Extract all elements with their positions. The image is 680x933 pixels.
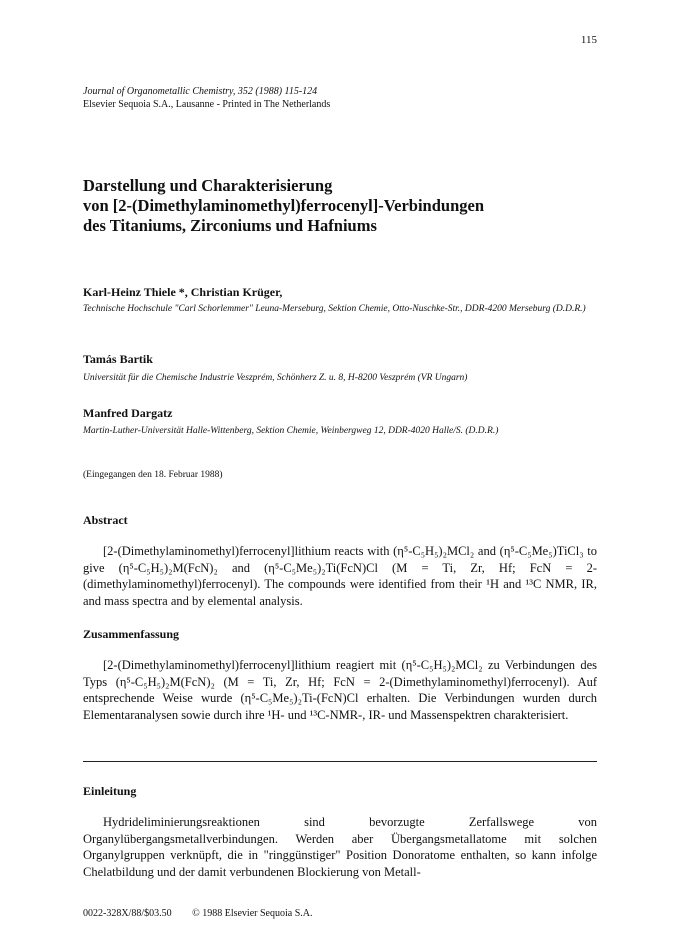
paper-title xyxy=(83,176,603,236)
journal-header xyxy=(83,85,330,111)
author-2-name: Tamás Bartik xyxy=(83,352,153,366)
received-date: (Eingegangen den 18. Februar 1988) xyxy=(83,470,223,480)
journal-publisher: Elsevier Sequoia S.A., Lausanne - Printed in The Netherlands xyxy=(83,99,331,110)
page-number: 115 xyxy=(580,34,597,46)
einleitung-heading: Einleitung xyxy=(83,784,137,798)
abstract-body xyxy=(83,543,597,609)
einleitung-body xyxy=(83,814,597,880)
abstract-text: [2-(Dimethylaminomethyl)ferrocenyl]lithium reacts with (η⁵-C₅H₅)₂MCl₂ and (η⁵-C₅Me₅)TiCl₃ to give (η⁵-C₅H₅)₂M(FcN)₂ and (η⁵-C₅Me₅)₂Ti(FcN)Cl (M = Ti, Zr, Hf; FcN = 2-(dimethylaminomethyl)ferrocenyl). The compounds were identified from their ¹H and ¹³C NMR, IR, and mass spectra and by elemental analysis. xyxy=(83,544,597,608)
author-3-affiliation: Martin-Luther-Universität Halle-Wittenberg, Sektion Chemie, Weinbergweg 12, DDR-4020 Halle/S. (D.D.R.) xyxy=(83,426,499,436)
zusammenfassung-body xyxy=(83,657,597,723)
title-line-3: des Titaniums, Zirconiums und Hafniums xyxy=(83,216,377,235)
zusammenfassung-heading: Zusammenfassung xyxy=(83,627,180,641)
footer-copyright: © 1988 Elsevier Sequoia S.A. xyxy=(192,908,313,919)
author-1-affiliation: Technische Hochschule "Carl Schorlemmer" Leuna-Merseburg, Sektion Chemie, Otto-Nuschke-Str., DDR-4200 Merseburg (D.D.R.) xyxy=(83,304,586,314)
title-line-1: Darstellung und Charakterisierung xyxy=(83,176,333,195)
author-1-name: Karl-Heinz Thiele *, Christian Krüger, xyxy=(83,285,283,299)
footer-code: 0022-328X/88/$03.50 xyxy=(83,908,172,919)
section-divider xyxy=(83,761,597,762)
title-line-2: von [2-(Dimethylaminomethyl)ferrocenyl]-Verbindungen xyxy=(83,196,485,215)
page-footer xyxy=(83,908,330,919)
einleitung-text: Hydrideliminierungsreaktionen sind bevorzugte Zerfallswege von Organylübergangsmetallverbindungen. Werden aber Übergangsmetallatome mit solchen Organylgruppen verknüpft, die in "ringgünstiger" Position Donoratome enthalten, so kann infolge Chelatbildung und der damit verbundenen Blockierung von Metall- xyxy=(83,815,597,879)
author-2-affiliation: Universität für die Chemische Industrie Veszprém, Schönherz Z. u. 8, H-8200 Veszprém (VR Ungarn) xyxy=(83,373,468,383)
zusammenfassung-text: [2-(Dimethylaminomethyl)ferrocenyl]lithium reagiert mit (η⁵-C₅H₅)₂MCl₂ zu Verbindungen des Typs (η⁵-C₅H₅)₂M(FcN)₂ (M = Ti, Zr, Hf; FcN = 2-(Dimethylaminomethyl)ferrocenyl). Auf entsprechende Weise wurde (η⁵-C₅Me₅)₂Ti-(FcN)Cl erhalten. Die Verbindungen wurden durch Elementaranalysen sowie durch ihre ¹H- und ¹³C-NMR-, IR- und Massenspektren charakterisiert. xyxy=(83,658,597,722)
abstract-heading: Abstract xyxy=(83,513,128,527)
author-3-name: Manfred Dargatz xyxy=(83,406,173,420)
journal-citation: Journal of Organometallic Chemistry, 352 (1988) 115-124 xyxy=(83,86,318,97)
